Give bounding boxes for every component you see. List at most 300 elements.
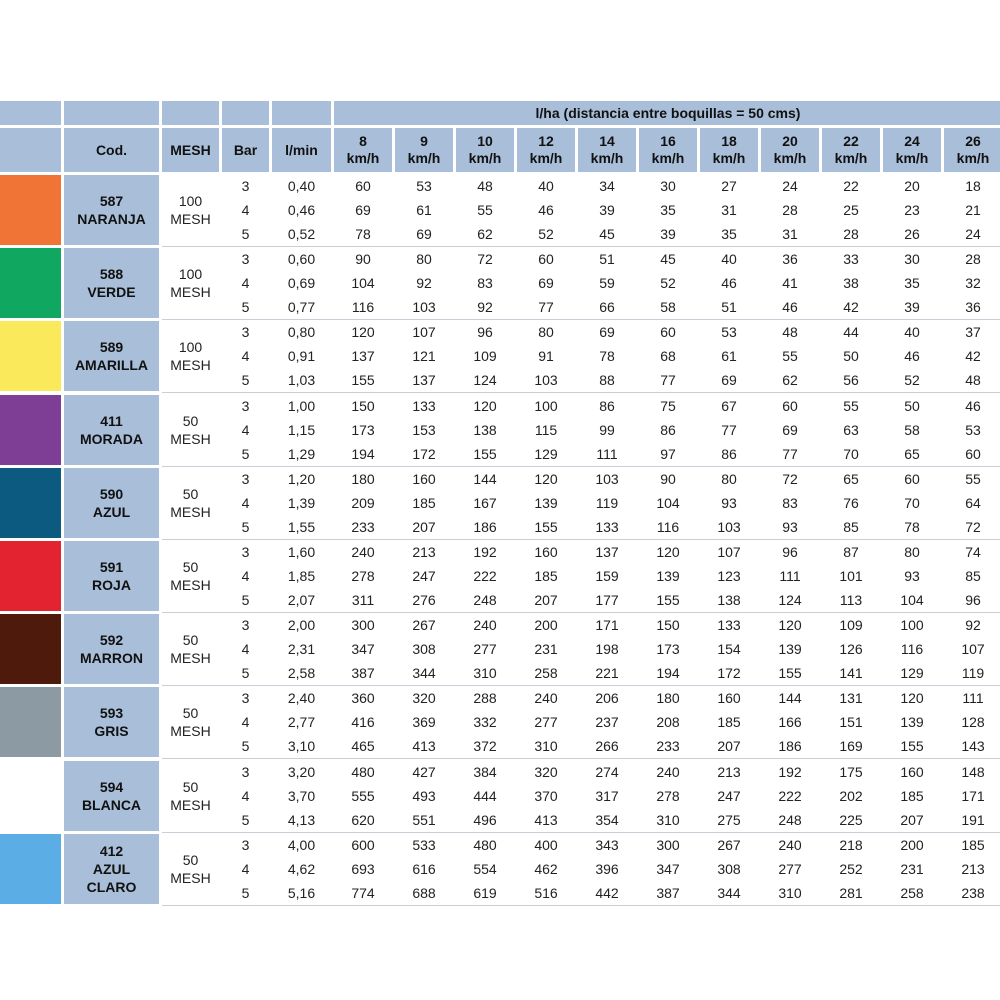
lha-value: 120 <box>778 617 802 634</box>
table-cell <box>639 444 697 464</box>
bar-value <box>222 688 269 708</box>
lha-value: 213 <box>961 860 985 877</box>
lha-value: 774 <box>351 884 375 901</box>
table-cell <box>395 542 453 562</box>
table-cell <box>883 200 941 220</box>
lha-value: 109 <box>473 348 497 365</box>
bar-text: 5 <box>241 518 250 535</box>
nozzle-code: 591 <box>99 559 124 575</box>
lha-value: 198 <box>595 641 619 658</box>
lha-value: 119 <box>595 494 619 511</box>
table-cell <box>944 444 1000 464</box>
bar-value <box>222 249 269 269</box>
table-cell <box>944 663 1000 683</box>
lmin-text: 3,70 <box>287 787 316 804</box>
table-cell <box>456 346 514 366</box>
lha-value: 218 <box>839 836 863 853</box>
table-cell <box>578 200 636 220</box>
lmin-text: 0,77 <box>287 299 316 316</box>
lha-value: 18 <box>965 178 981 194</box>
lmin-text: 1,29 <box>287 445 316 462</box>
lha-value: 248 <box>473 592 497 608</box>
lha-value: 34 <box>599 178 615 194</box>
table-cell <box>395 420 453 440</box>
bar-value <box>222 639 269 659</box>
lha-value: 308 <box>717 860 741 877</box>
table-cell <box>395 712 453 732</box>
lha-value: 68 <box>660 348 676 365</box>
nozzle-code: 587 <box>99 193 124 209</box>
lha-value: 28 <box>965 251 981 268</box>
lha-value: 123 <box>717 568 741 584</box>
nozzle-code-cell <box>64 175 159 245</box>
lha-value: 52 <box>904 372 920 389</box>
color-swatch <box>0 468 61 538</box>
color-swatch <box>0 834 61 904</box>
lha-value: 30 <box>904 251 920 268</box>
lha-value: 119 <box>961 665 985 682</box>
table-cell <box>334 835 392 855</box>
table-cell <box>944 688 1000 708</box>
lha-value: 465 <box>351 738 375 755</box>
lha-value: 372 <box>473 738 497 755</box>
table-cell <box>883 663 941 683</box>
bar-text: 4 <box>241 714 250 731</box>
lha-value: 616 <box>412 860 436 877</box>
table-cell <box>761 444 819 464</box>
lha-value: 99 <box>599 421 615 438</box>
lmin-value <box>272 835 331 855</box>
table-cell <box>761 590 819 610</box>
lha-value: 277 <box>778 860 802 877</box>
lha-value: 55 <box>843 397 859 414</box>
row-divider <box>162 392 1000 393</box>
bar-text: 3 <box>241 251 250 268</box>
lha-value: 111 <box>962 690 984 707</box>
table-cell <box>639 273 697 293</box>
table-cell <box>639 786 697 806</box>
table-cell <box>517 370 575 390</box>
lha-value: 173 <box>351 421 375 438</box>
table-cell <box>456 639 514 659</box>
table-cell <box>456 322 514 342</box>
lha-value: 360 <box>351 690 375 707</box>
table-cell <box>639 469 697 489</box>
table-cell <box>883 322 941 342</box>
table-cell <box>334 420 392 440</box>
table-cell <box>822 712 880 732</box>
lmin-text: 0,52 <box>287 226 316 242</box>
lha-value: 150 <box>351 397 375 414</box>
table-cell <box>395 469 453 489</box>
table-cell <box>822 688 880 708</box>
lha-value: 116 <box>656 518 680 535</box>
table-cell <box>395 688 453 708</box>
lha-value: 104 <box>900 592 924 608</box>
table-cell <box>517 736 575 756</box>
table-cell <box>700 517 758 537</box>
bar-text: 4 <box>241 568 250 584</box>
table-cell <box>883 736 941 756</box>
table-cell <box>639 736 697 756</box>
lmin-value <box>272 566 331 586</box>
table-cell <box>944 493 1000 513</box>
table-cell <box>822 663 880 683</box>
table-cell <box>578 542 636 562</box>
speed-value: 10 <box>477 133 493 149</box>
bar-text: 4 <box>241 275 250 292</box>
lmin-value <box>272 517 331 537</box>
lha-value: 58 <box>660 299 676 316</box>
lha-value: 186 <box>473 518 497 535</box>
bar-text: 5 <box>241 811 250 828</box>
nozzle-code: 594 <box>99 778 124 795</box>
lha-value: 387 <box>656 884 680 901</box>
table-cell <box>822 200 880 220</box>
lmin-text: 1,20 <box>287 470 316 487</box>
table-cell <box>456 835 514 855</box>
table-cell <box>883 566 941 586</box>
lha-value: 103 <box>717 518 741 535</box>
lmin-text: 2,58 <box>287 665 316 682</box>
table-cell <box>395 883 453 903</box>
lha-value: 69 <box>355 202 371 218</box>
bar-value <box>222 224 269 244</box>
table-cell <box>578 736 636 756</box>
column-header-speed <box>517 128 575 172</box>
table-cell <box>456 249 514 269</box>
lha-value: 192 <box>473 544 497 560</box>
nozzle-color-name: MORADA <box>80 430 143 447</box>
lha-value: 240 <box>473 617 497 634</box>
column-header-lmin <box>272 128 331 172</box>
lha-value: 103 <box>534 372 558 389</box>
table-cell <box>517 346 575 366</box>
lha-value: 35 <box>660 202 676 218</box>
lmin-text: 0,80 <box>287 324 316 341</box>
bar-text: 3 <box>241 324 250 341</box>
lha-value: 113 <box>839 592 863 608</box>
lha-value: 308 <box>412 641 436 658</box>
table-cell <box>395 639 453 659</box>
table-cell <box>944 736 1000 756</box>
column-header-speed <box>700 128 758 172</box>
table-cell <box>944 859 1000 879</box>
lha-value: 90 <box>660 470 676 487</box>
lha-value: 173 <box>656 641 680 658</box>
table-cell <box>334 396 392 416</box>
table-cell <box>334 346 392 366</box>
table-cell <box>639 688 697 708</box>
table-cell <box>334 712 392 732</box>
lha-value: 207 <box>900 811 924 828</box>
table-cell <box>944 762 1000 782</box>
table-cell <box>761 420 819 440</box>
speed-unit: km/h <box>590 150 624 166</box>
lha-value: 72 <box>477 251 493 268</box>
lha-value: 86 <box>660 421 676 438</box>
lha-value: 36 <box>965 299 981 316</box>
mesh-cell <box>162 541 219 611</box>
bar-text: 3 <box>241 397 250 414</box>
table-cell <box>456 469 514 489</box>
lha-value: 83 <box>477 275 493 292</box>
lmin-text: 2,77 <box>287 714 316 731</box>
lha-value: 86 <box>599 397 615 414</box>
lha-value: 172 <box>412 445 436 462</box>
lha-value: 80 <box>416 251 432 268</box>
table-cell <box>578 224 636 244</box>
lha-value: 63 <box>843 421 859 438</box>
lha-value: 39 <box>660 226 676 242</box>
lha-value: 493 <box>412 787 436 804</box>
lha-value: 192 <box>778 763 802 780</box>
lha-value: 139 <box>900 714 924 731</box>
lha-value: 38 <box>843 275 859 292</box>
table-cell <box>822 639 880 659</box>
table-cell <box>517 200 575 220</box>
lmin-text: 3,10 <box>287 738 316 755</box>
lha-value: 310 <box>778 884 802 901</box>
table-cell <box>639 566 697 586</box>
table-cell <box>883 859 941 879</box>
bar-value <box>222 273 269 293</box>
table-cell <box>395 273 453 293</box>
lmin-value <box>272 176 331 196</box>
bar-value <box>222 542 269 562</box>
header-blank-cod <box>64 101 159 125</box>
table-cell <box>578 249 636 269</box>
lha-value: 48 <box>782 324 798 341</box>
table-cell <box>822 883 880 903</box>
lha-value: 46 <box>721 275 737 292</box>
lha-value: 33 <box>843 251 859 268</box>
lha-value: 347 <box>351 641 375 658</box>
lha-value: 233 <box>656 738 680 755</box>
table-cell <box>639 663 697 683</box>
table-cell <box>639 542 697 562</box>
bar-label: Bar <box>233 141 258 158</box>
table-cell <box>395 322 453 342</box>
table-cell <box>639 615 697 635</box>
lha-value: 37 <box>965 324 981 341</box>
table-cell <box>822 762 880 782</box>
lha-value: 59 <box>599 275 615 292</box>
lha-value: 62 <box>477 226 493 242</box>
table-cell <box>761 396 819 416</box>
lha-value: 40 <box>721 251 737 268</box>
lha-value: 137 <box>595 544 619 560</box>
table-cell <box>578 663 636 683</box>
table-cell <box>822 493 880 513</box>
lmin-text: 4,00 <box>287 836 316 853</box>
lha-value: 206 <box>595 690 619 707</box>
bar-text: 3 <box>241 617 250 634</box>
row-divider <box>162 246 1000 247</box>
table-cell <box>822 297 880 317</box>
mesh-value: MESH <box>170 503 211 520</box>
table-cell <box>517 859 575 879</box>
lha-value: 66 <box>599 299 615 316</box>
lmin-value <box>272 396 331 416</box>
nozzle-color-name: BLANCA <box>81 796 142 813</box>
bar-text: 4 <box>241 860 250 877</box>
table-cell <box>578 396 636 416</box>
lha-value: 222 <box>473 568 497 584</box>
table-cell <box>761 810 819 830</box>
table-cell <box>395 346 453 366</box>
lha-value: 300 <box>351 617 375 634</box>
table-cell <box>883 493 941 513</box>
bar-text: 5 <box>241 372 250 389</box>
lha-value: 159 <box>595 568 619 584</box>
mesh-value: 50 <box>182 705 199 722</box>
lha-value: 45 <box>660 251 676 268</box>
table-cell <box>883 835 941 855</box>
lha-value: 39 <box>904 299 920 316</box>
table-cell <box>761 883 819 903</box>
lha-value: 109 <box>839 617 863 634</box>
row-divider <box>162 466 1000 467</box>
table-cell <box>639 224 697 244</box>
lha-value: 427 <box>412 763 436 780</box>
table-cell <box>700 542 758 562</box>
lha-value: 120 <box>656 544 680 560</box>
table-cell <box>456 370 514 390</box>
table-cell <box>700 297 758 317</box>
table-cell <box>883 396 941 416</box>
speed-unit: km/h <box>956 150 990 166</box>
color-swatch <box>0 614 61 684</box>
lha-value: 20 <box>904 178 920 194</box>
table-cell <box>395 370 453 390</box>
lha-value: 48 <box>477 178 493 194</box>
bar-text: 3 <box>241 178 250 194</box>
lha-value: 35 <box>721 226 737 242</box>
lmin-value <box>272 469 331 489</box>
header-super-title <box>334 101 1000 125</box>
table-cell <box>639 200 697 220</box>
lha-value: 177 <box>595 592 619 608</box>
speed-unit: km/h <box>529 150 563 166</box>
lha-value: 693 <box>351 860 375 877</box>
nozzle-code: 412 <box>99 842 124 859</box>
table-cell <box>578 883 636 903</box>
lha-value: 120 <box>351 324 375 341</box>
lha-value: 92 <box>416 275 432 292</box>
lha-value: 35 <box>904 275 920 292</box>
lha-value: 413 <box>412 738 436 755</box>
table-cell <box>578 590 636 610</box>
lmin-text: 0,69 <box>287 275 316 292</box>
bar-value <box>222 469 269 489</box>
nozzle-code-cell <box>64 248 159 318</box>
lmin-text: 0,91 <box>287 348 316 365</box>
table-cell <box>639 370 697 390</box>
lmin-text: 5,16 <box>287 884 316 901</box>
lha-value: 41 <box>782 275 798 292</box>
lmin-value <box>272 762 331 782</box>
mesh-value: MESH <box>170 284 211 301</box>
table-cell <box>822 370 880 390</box>
table-cell <box>761 200 819 220</box>
table-cell <box>761 249 819 269</box>
table-cell <box>334 200 392 220</box>
lha-value: 53 <box>416 178 432 194</box>
table-cell <box>883 639 941 659</box>
lha-value: 36 <box>782 251 798 268</box>
table-cell <box>700 396 758 416</box>
table-cell <box>334 249 392 269</box>
lha-value: 278 <box>351 568 375 584</box>
lha-value: 103 <box>595 470 619 487</box>
lha-value: 31 <box>782 226 798 242</box>
table-cell <box>639 322 697 342</box>
table-cell <box>456 444 514 464</box>
lmin-value <box>272 346 331 366</box>
table-cell <box>517 297 575 317</box>
table-cell <box>456 810 514 830</box>
table-cell <box>334 176 392 196</box>
table-cell <box>517 762 575 782</box>
lha-value: 104 <box>351 275 375 292</box>
table-cell <box>456 224 514 244</box>
lha-value: 370 <box>534 787 558 804</box>
column-header-speed <box>578 128 636 172</box>
lha-value: 69 <box>538 275 554 292</box>
lha-value: 101 <box>839 568 863 584</box>
lha-value: 126 <box>839 641 863 658</box>
lha-value: 185 <box>412 494 436 511</box>
lha-value: 400 <box>534 836 558 853</box>
table-cell <box>639 883 697 903</box>
lha-value: 77 <box>782 445 798 462</box>
table-cell <box>700 859 758 879</box>
lha-value: 42 <box>965 348 981 365</box>
mesh-value: 100 <box>178 339 203 356</box>
lha-value: 138 <box>717 592 741 608</box>
mesh-cell <box>162 175 219 245</box>
lha-value: 91 <box>538 348 554 365</box>
lha-value: 46 <box>538 202 554 218</box>
column-header-speed <box>395 128 453 172</box>
table-cell <box>822 786 880 806</box>
lha-value: 247 <box>412 568 436 584</box>
lmin-value <box>272 639 331 659</box>
table-cell <box>334 273 392 293</box>
lha-value: 277 <box>534 714 558 731</box>
lha-value: 153 <box>412 421 436 438</box>
lha-value: 160 <box>717 690 741 707</box>
color-swatch <box>0 687 61 757</box>
lha-value: 258 <box>534 665 558 682</box>
table-cell <box>578 420 636 440</box>
table-cell <box>395 176 453 196</box>
table-cell <box>944 517 1000 537</box>
table-cell <box>700 688 758 708</box>
color-swatch <box>0 248 61 318</box>
table-cell <box>700 810 758 830</box>
table-cell <box>456 883 514 903</box>
table-cell <box>822 566 880 586</box>
lha-value: 80 <box>538 324 554 341</box>
lha-value: 60 <box>904 470 920 487</box>
lha-value: 462 <box>534 860 558 877</box>
table-cell <box>456 420 514 440</box>
table-cell <box>456 396 514 416</box>
lha-value: 148 <box>961 763 985 780</box>
lha-value: 600 <box>351 836 375 853</box>
